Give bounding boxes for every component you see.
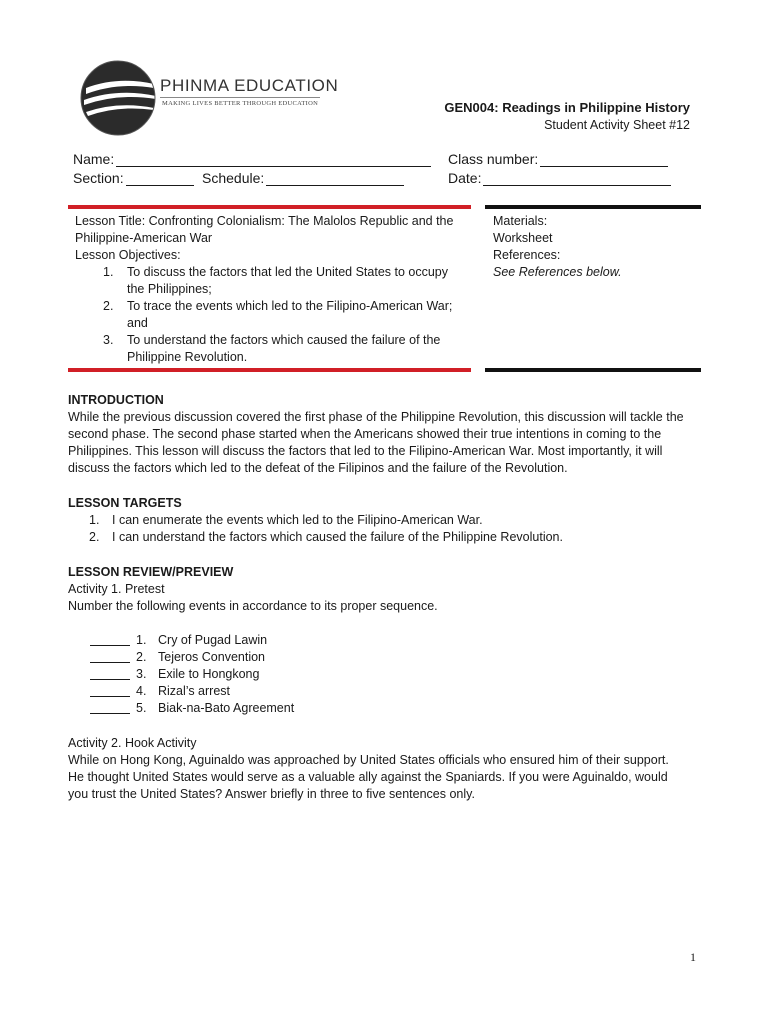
- activity2-line: He thought United States would serve as a valuable ally against the Spaniards. If you were Aguinaldo, would: [68, 770, 668, 784]
- date-label: Date:: [448, 170, 482, 186]
- name-field[interactable]: [73, 151, 431, 167]
- lesson-box: [75, 213, 470, 366]
- objective-text-cont: the Philippines;: [127, 282, 212, 296]
- activity-sheet-label: Student Activity Sheet #12: [544, 118, 690, 132]
- introduction-line: second phase. The second phase started when the Americans showed their true intentions in coming to the: [68, 427, 662, 441]
- pretest-events-list: [68, 632, 704, 717]
- target-item: [68, 512, 704, 529]
- hook-activity-section: [68, 735, 704, 803]
- objective-text-cont: Philippine Revolution.: [127, 350, 248, 364]
- materials-box-bottom-rule: [485, 368, 701, 372]
- date-blank[interactable]: [483, 171, 671, 186]
- brand-divider: [160, 97, 320, 98]
- objective-number: 1.: [103, 265, 114, 279]
- activity1-title: Activity 1. Pretest: [68, 582, 165, 596]
- section-blank[interactable]: [126, 171, 194, 186]
- introduction-line: Philippines. This lesson will discuss the factors that led to the Filipino-American War. Most importantly, it will: [68, 444, 663, 458]
- event-text: Rizal’s arrest: [158, 684, 231, 698]
- introduction-section: [68, 392, 704, 477]
- objective-item: [75, 332, 470, 366]
- event-row: [68, 649, 704, 666]
- event-row: [68, 700, 704, 717]
- objective-number: 2.: [103, 299, 114, 313]
- activity2-line: you trust the United States? Answer briefly in three to five sentences only.: [68, 787, 475, 801]
- lesson-targets-section: [68, 495, 704, 546]
- target-number: 1.: [89, 513, 100, 527]
- lesson-title-line2: Philippine-American War: [75, 231, 213, 245]
- answer-blank[interactable]: [90, 696, 130, 697]
- class-number-field[interactable]: [448, 151, 668, 167]
- objective-item: [75, 264, 470, 298]
- event-number: 4.: [136, 684, 147, 698]
- phinma-logo-icon: [78, 58, 158, 138]
- brand-tagline: MAKING LIVES BETTER THROUGH EDUCATION: [162, 100, 319, 107]
- activity2-line: While on Hong Kong, Aguinaldo was approached by United States officials who ensured him of their support.: [68, 753, 669, 767]
- target-text: I can understand the factors which caused the failure of the Philippine Revolution.: [112, 530, 563, 544]
- objective-text: To understand the factors which caused the failure of the: [127, 333, 441, 347]
- event-row: [68, 683, 704, 700]
- objective-number: 3.: [103, 333, 114, 347]
- references-label: References:: [493, 248, 561, 262]
- event-text: Cry of Pugad Lawin: [158, 633, 268, 647]
- materials-box: [493, 213, 693, 281]
- materials-label: Materials:: [493, 214, 548, 228]
- class-number-blank[interactable]: [540, 152, 668, 167]
- introduction-line: discuss the factors which led to the defeat of the Filipinos and the failure of the Revolution.: [68, 461, 568, 475]
- schedule-label: Schedule:: [202, 170, 265, 186]
- lesson-box-top-rule: [68, 205, 471, 209]
- lesson-objectives-label: Lesson Objectives:: [75, 248, 181, 262]
- answer-blank[interactable]: [90, 679, 130, 680]
- class-number-label: Class number:: [448, 151, 539, 167]
- event-number: 2.: [136, 650, 147, 664]
- section-label: Section:: [73, 170, 124, 186]
- event-text: Tejeros Convention: [158, 650, 266, 664]
- event-text: Biak-na-Bato Agreement: [158, 701, 295, 715]
- course-title: GEN004: Readings in Philippine History: [444, 100, 690, 115]
- event-number: 1.: [136, 633, 147, 647]
- date-field[interactable]: [448, 170, 671, 186]
- answer-blank[interactable]: [90, 662, 130, 663]
- activity1-instruction: Number the following events in accordance to its proper sequence.: [68, 599, 438, 613]
- event-number: 3.: [136, 667, 147, 681]
- event-text: Exile to Hongkong: [158, 667, 260, 681]
- materials-box-top-rule: [485, 205, 701, 209]
- section-field[interactable]: [73, 170, 194, 186]
- target-text: I can enumerate the events which led to the Filipino-American War.: [112, 513, 483, 527]
- name-blank[interactable]: [116, 152, 431, 167]
- lesson-review-heading: LESSON REVIEW/PREVIEW: [68, 565, 234, 579]
- objective-text: To trace the events which led to the Filipino-American War;: [127, 299, 453, 313]
- lesson-title-line1: Lesson Title: Confronting Colonialism: The Malolos Republic and the: [75, 214, 454, 228]
- schedule-field[interactable]: [202, 170, 404, 186]
- introduction-line: While the previous discussion covered the first phase of the Philippine Revolution, this discussion will tackle the: [68, 410, 684, 424]
- objective-item: [75, 298, 470, 332]
- lesson-review-section: [68, 564, 704, 615]
- brand-name: PHINMA EDUCATION: [160, 76, 339, 95]
- target-number: 2.: [89, 530, 100, 544]
- event-number: 5.: [136, 701, 147, 715]
- objective-text-cont: and: [127, 316, 148, 330]
- activity2-title: Activity 2. Hook Activity: [68, 736, 197, 750]
- references-value: See References below.: [493, 265, 622, 279]
- event-row: [68, 632, 704, 649]
- introduction-heading: INTRODUCTION: [68, 393, 164, 407]
- event-row: [68, 666, 704, 683]
- lesson-targets-heading: LESSON TARGETS: [68, 496, 182, 510]
- materials-value: Worksheet: [493, 231, 553, 245]
- page-number: 1: [690, 950, 696, 964]
- answer-blank[interactable]: [90, 645, 130, 646]
- name-label: Name:: [73, 151, 115, 167]
- target-item: [68, 529, 704, 546]
- lesson-box-bottom-rule: [68, 368, 471, 372]
- answer-blank[interactable]: [90, 713, 130, 714]
- schedule-blank[interactable]: [266, 171, 404, 186]
- objective-text: To discuss the factors that led the United States to occupy: [127, 265, 449, 279]
